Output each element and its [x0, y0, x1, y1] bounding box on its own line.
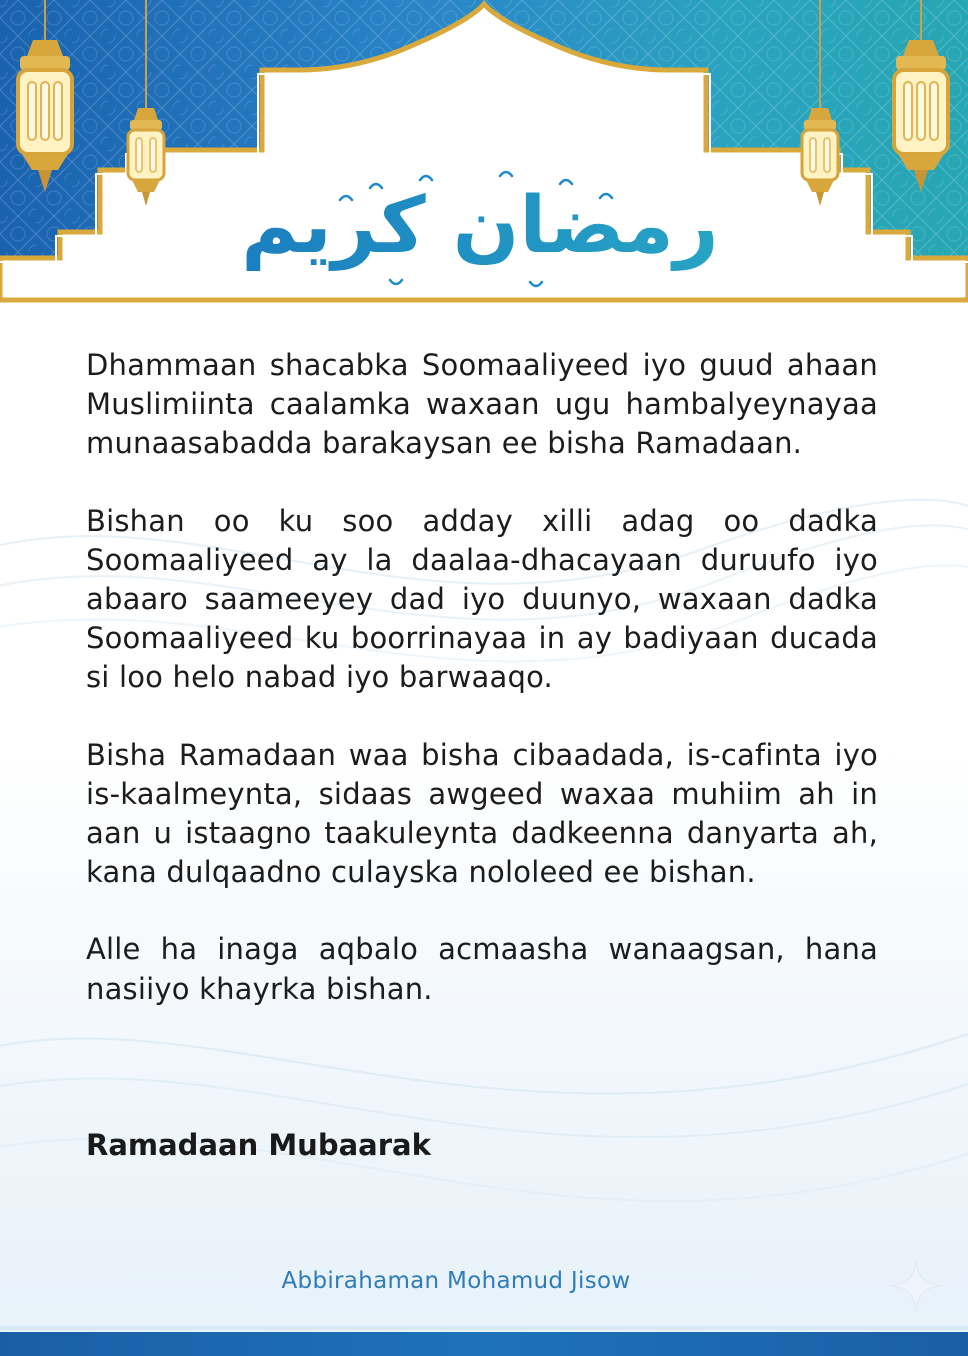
paragraph: Bisha Ramadaan waa bisha cibaadada, is-cafinta iyo is-kaalmeynta, sidaas awgeed waxaa muhiim ah in aan u istaagno taakuleynta dadkeenna danyarta ah, kana dulqaadno culayska nololeed ee bishan.	[86, 737, 878, 890]
lantern-icon	[796, 0, 844, 210]
lantern-icon	[884, 0, 958, 200]
message-body	[86, 346, 878, 1047]
paragraph: Alle ha inaga aqbalo acmaasha wanaagsan, hana nasiiyo khayrka bishan.	[86, 932, 878, 1006]
paragraph: Bishan oo ku soo adday xilli adag oo dadka Soomaaliyeed ay la daalaa-dhacayaan duruufo iyo abaaro saameeyey dad iyo duunyo, waxaan dadka Soomaaliyeed ku boorrinayaa in ay badiyaan ducada si loo helo nabad iyo barwaaqo.	[86, 503, 878, 695]
ramadan-kareem-calligraphy	[241, 140, 719, 300]
footer-divider	[0, 1326, 968, 1330]
signature: Abbirahaman Mohamud Jisow	[281, 1268, 631, 1294]
calligraphy-text: رمضان كريم	[241, 181, 719, 271]
paragraph: Dhammaan shacabka Soomaaliyeed iyo guud ahaan Muslimiinta caalamka waxaan ugu hambalyeynayaa munaasabadda barakaysan ee bisha Ramadaan.	[86, 348, 878, 461]
sparkle-icon	[886, 1256, 946, 1316]
lantern-icon	[122, 0, 170, 210]
lantern-icon	[8, 0, 82, 200]
footer-bar	[0, 1332, 968, 1356]
closing-greeting: Ramadaan Mubaarak	[86, 1128, 431, 1162]
